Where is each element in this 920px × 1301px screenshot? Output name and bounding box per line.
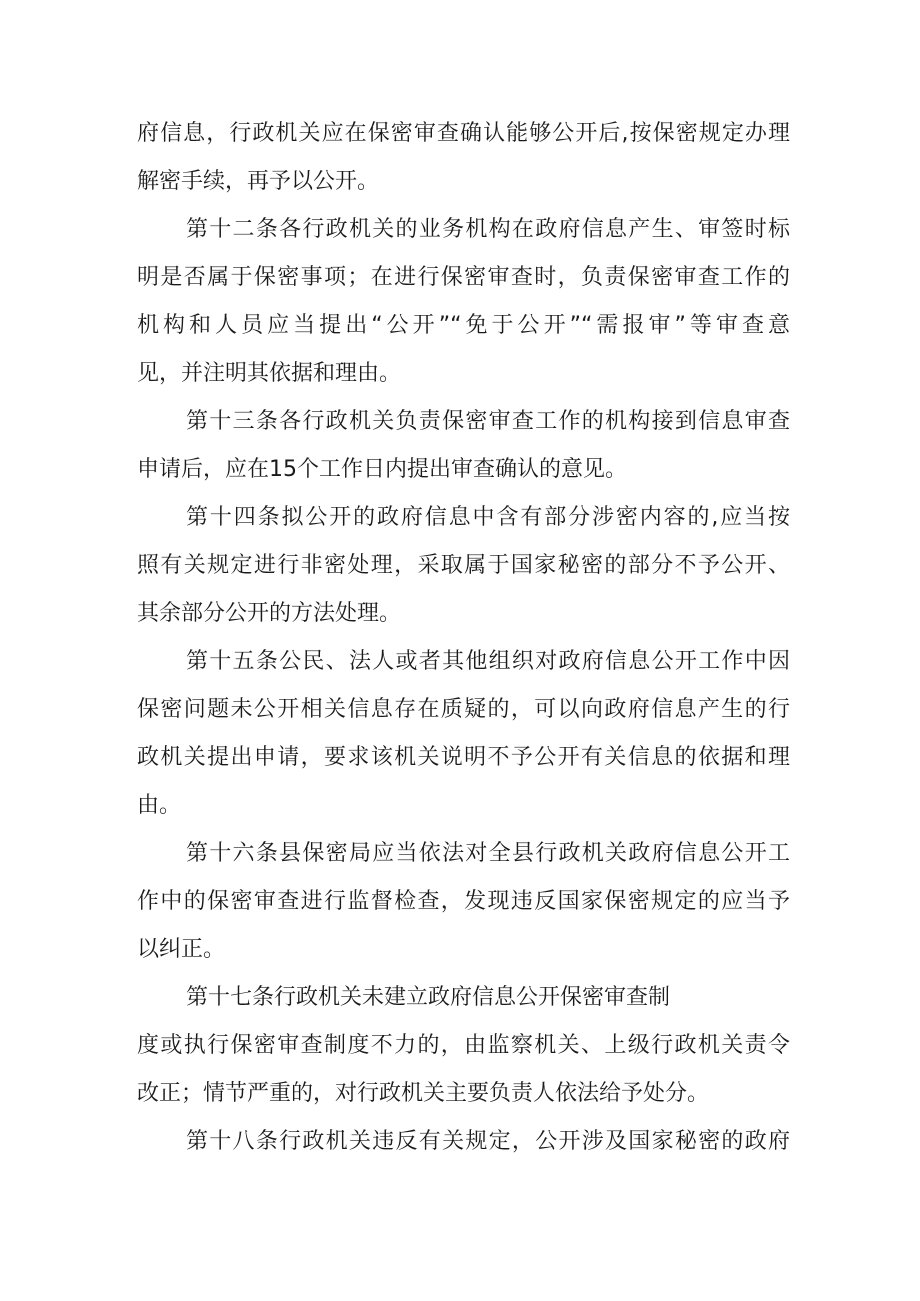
text-line-2: 解密手续，再予以公开。	[137, 169, 380, 194]
article-13-line-2: 申请后，应在15个工作日内提出审查确认的意见。	[137, 457, 627, 482]
article-12-line-4: 见，并注明其依据和理由。	[137, 361, 402, 386]
article-12-line-1: 第十二条各行政机关的业务机构在政府信息产生、审签时标	[186, 217, 790, 242]
article-18-line-1: 第十八条行政机关违反有关规定，公开涉及国家秘密的政府	[186, 1129, 790, 1154]
article-17-line-2: 度或执行保密审查制度不力的，由监察机关、上级行政机关责令	[137, 1033, 790, 1058]
article-14-line-3: 其余部分公开的方法处理。	[137, 601, 402, 626]
article-16-line-1: 第十六条县保密局应当依法对全县行政机关政府信息公开工	[186, 841, 790, 866]
article-16-line-2: 作中的保密审查进行监督检查，发现违反国家保密规定的应当予	[137, 889, 790, 914]
article-15-line-3: 政机关提出申请，要求该机关说明不予公开有关信息的依据和理	[137, 745, 790, 770]
article-15-line-1: 第十五条公民、法人或者其他组织对政府信息公开工作中因	[186, 649, 790, 674]
article-12-line-2: 明是否属于保密事项；在进行保密审查时，负责保密审查工作的	[137, 265, 790, 290]
article-16-line-3: 以纠正。	[137, 937, 226, 962]
article-12-line-3: 机构和人员应当提出“公开”“免于公开”“需报审”等审查意	[137, 313, 790, 338]
article-17-line-3: 改正；情节严重的，对行政机关主要负责人依法给予处分。	[137, 1081, 710, 1106]
article-17-line-1: 第十七条行政机关未建立政府信息公开保密审查制	[186, 985, 671, 1010]
text-line-1: 府信息，行政机关应在保密审查确认能够公开后,按保密规定办理	[137, 121, 790, 146]
article-15-line-4: 由。	[137, 793, 182, 818]
article-13-line-1: 第十三条各行政机关负责保密审查工作的机构接到信息审查	[186, 409, 790, 434]
article-14-line-1: 第十四条拟公开的政府信息中含有部分涉密内容的,应当按	[186, 505, 790, 530]
article-15-line-2: 保密问题未公开相关信息存在质疑的，可以向政府信息产生的行	[137, 697, 790, 722]
article-14-line-2: 照有关规定进行非密处理，采取属于国家秘密的部分不予公开、	[137, 553, 790, 578]
